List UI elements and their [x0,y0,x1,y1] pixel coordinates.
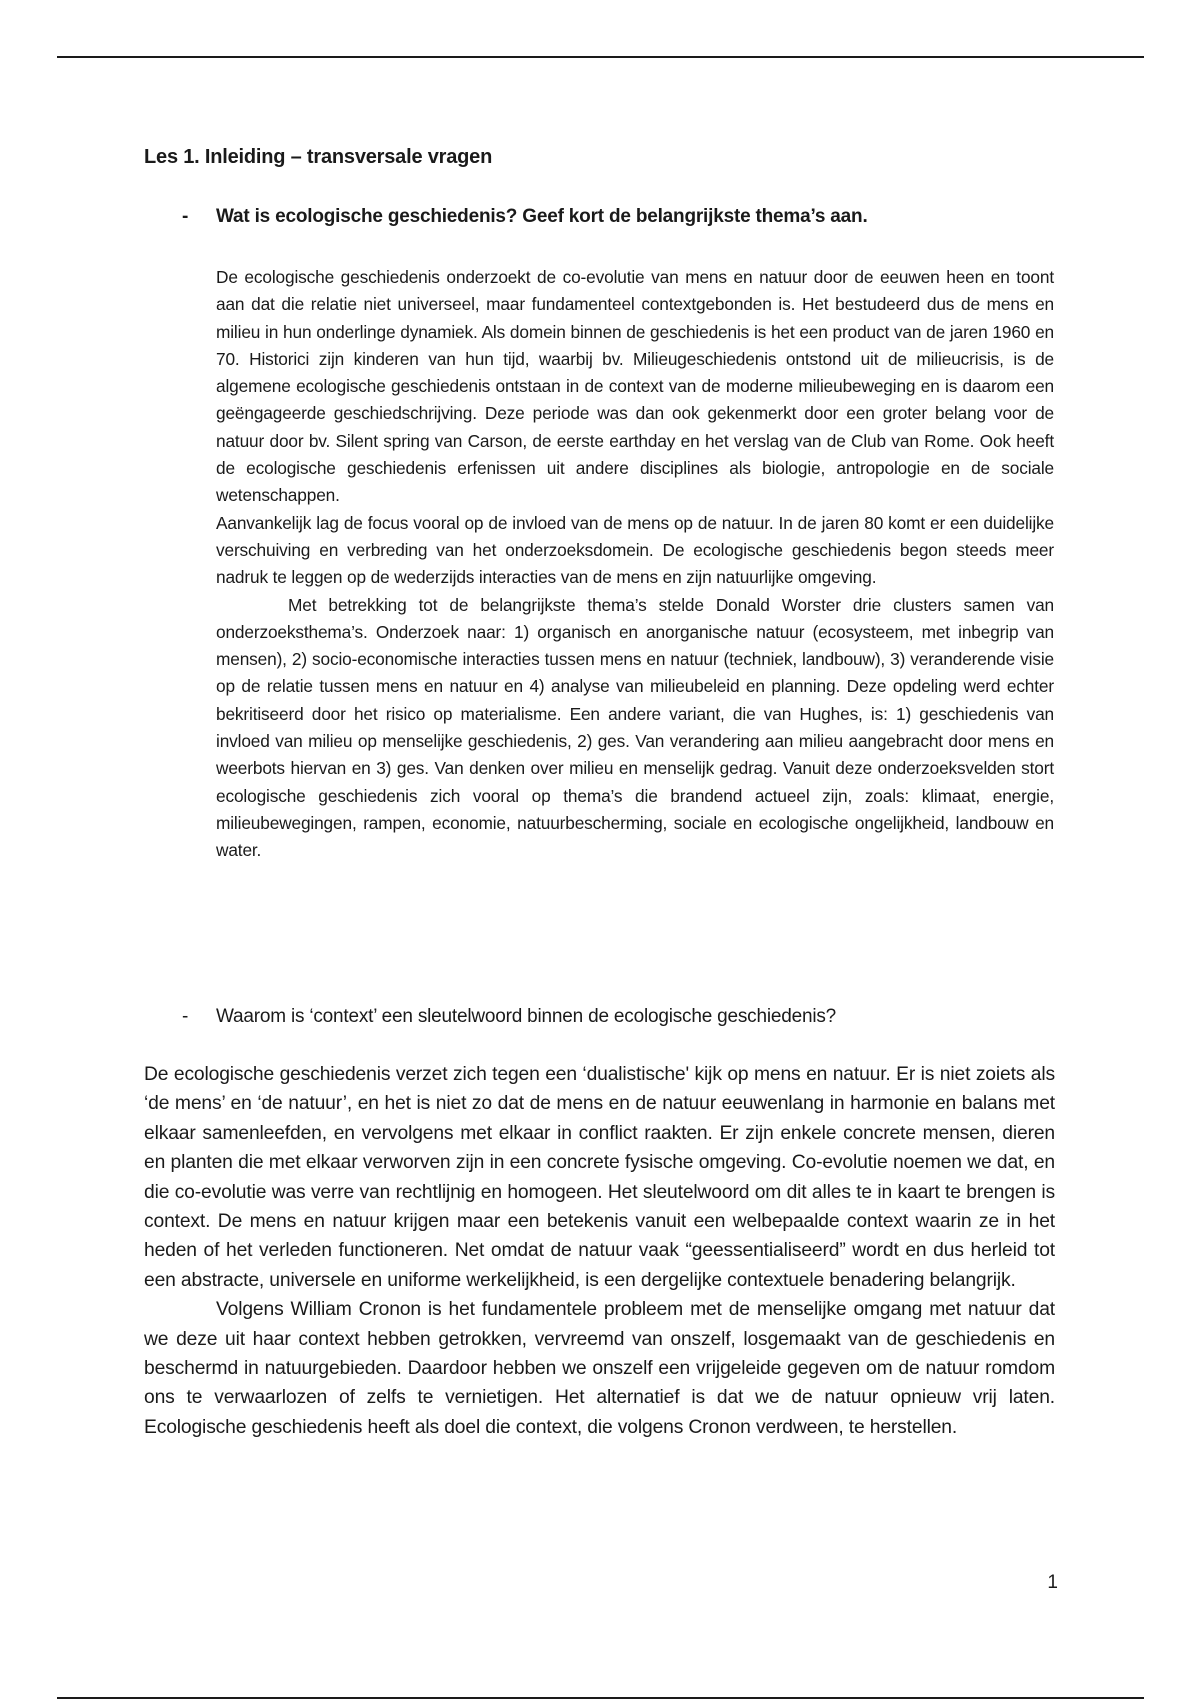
section-heading: Les 1. Inleiding – transversale vragen [144,146,493,168]
header-rule [57,56,1144,58]
question-2-bullet: - [182,1006,189,1027]
question-1 [182,206,1082,228]
question-2 [182,1006,1082,1028]
footer-rule [57,1697,1144,1699]
page-number: 1 [1047,1572,1058,1593]
answer-2-paragraph-2: Volgens William Cronon is het fundamentele probleem met de menselijke omgang met natuur dat we deze uit haar context hebben getrokken, vervreemd van onszelf, losgemaakt van de geschiedenis en beschermd in natuurgebieden. Daardoor hebben we onszelf een vrijgeleide gegeven om de natuur romdom ons te verwaarlozen of zelfs te vernietigen. Het alternatief is dat we de natuur opnieuw vrij laten. Ecologische geschiedenis heeft als doel die context, die volgens Cronon verdween, te herstellen. [144,1299,1055,1438]
answer-2 [144,1060,1055,1442]
answer-1-paragraph-3: Met betrekking tot de belangrijkste thema’s stelde Donald Worster drie clusters samen van onderzoeksthema’s. Onderzoek naar: 1) organisch en anorganische natuur (ecosysteem, met inbegrip van mensen), 2) socio-economische interacties tussen mens en natuur (techniek, landbouw), 3) veranderende visie op de relatie tussen mens en natuur en 4) analyse van milieubeleid en planning. Deze opdeling werd echter bekritiseerd door het risico op materialisme. Een andere variant, die van Hughes, is: 1) geschiedenis van invloed van milieu op menselijke geschiedenis, 2) ges. Van verandering aan milieu aangebracht door mens en weerbots hiervan en 3) ges. Van denken over milieu en menselijk gedrag. Vanuit deze onderzoeksvelden stort ecologische geschiedenis zich vooral op thema’s die brandend actueel zijn, zoals: klimaat, energie, milieubewegingen, rampen, economie, natuurbescherming, sociale en ecologische ongelijkheid, landbouw en water. [216,594,1054,861]
answer-2-paragraph-1: De ecologische geschiedenis verzet zich tegen een ‘dualistische' kijk op mens en natuur. Er is niet zoiets als ‘de mens’ en ‘de natuur’, en het is niet zo dat de mens en de natuur eeuwenlang in harmonie en balans met elkaar samenleefden, en vervolgens met elkaar in conflict raakten. Er zijn enkele concrete mensen, dieren en planten die met elkaar verworven zijn in een concrete fysische omgeving. Co-evolutie noemen we dat, en die co-evolutie was verre van rechtlijnig en homogeen. Het sleutelwoord om dit alles te in kaart te brengen is context. De mens en natuur krijgen maar een betekenis vanuit een welbepaalde context waarin ze in het heden of het verleden functioneren. Net omdat de natuur vaak “geessentialiseerd” wordt en dus herleid tot een abstracte, universele en uniforme werkelijkheid, is een dergelijke contextuele benadering belangrijk. [144,1064,1055,1291]
answer-1-paragraph-1: De ecologische geschiedenis onderzoekt de co-evolutie van mens en natuur door de eeuwen heen en toont aan dat die relatie niet universeel, maar fundamenteel contextgebonden is. Het bestudeerd dus de mens en milieu in hun onderlinge dynamiek. Als domein binnen de geschiedenis is het een product van de jaren 1960 en 70. Historici zijn kinderen van hun tijd, waarbij bv. Milieugeschiedenis ontstond uit de milieucrisis, is de algemene ecologische geschiedenis ontstaan in de context van de moderne milieubeweging en is daarom een geëngageerde geschiedschrijving. Deze periode was dan ook gekenmerkt door een groter belang voor de natuur door bv. Silent spring van Carson, de eerste earthday en het verslag van de Club van Rome. Ook heeft de ecologische geschiedenis erfenissen uit andere disciplines als biologie, antropologie en de sociale wetenschappen. [216,267,1054,506]
question-1-text: Wat is ecologische geschiedenis? Geef kort de belangrijkste thema’s aan. [216,206,868,227]
question-1-bullet: - [182,206,189,227]
question-2-text: Waarom is ‘context’ een sleutelwoord binnen de ecologische geschiedenis? [216,1006,837,1027]
answer-1-paragraph-2: Aanvankelijk lag de focus vooral op de invloed van de mens op de natuur. In de jaren 80 komt er een duidelijke verschuiving en verbreding van het onderzoeksdomein. De ecologische geschiedenis begon steeds meer nadruk te leggen op de wederzijds interacties van de mens en zijn natuurlijke omgeving. [216,512,1054,588]
answer-1 [216,264,1054,865]
